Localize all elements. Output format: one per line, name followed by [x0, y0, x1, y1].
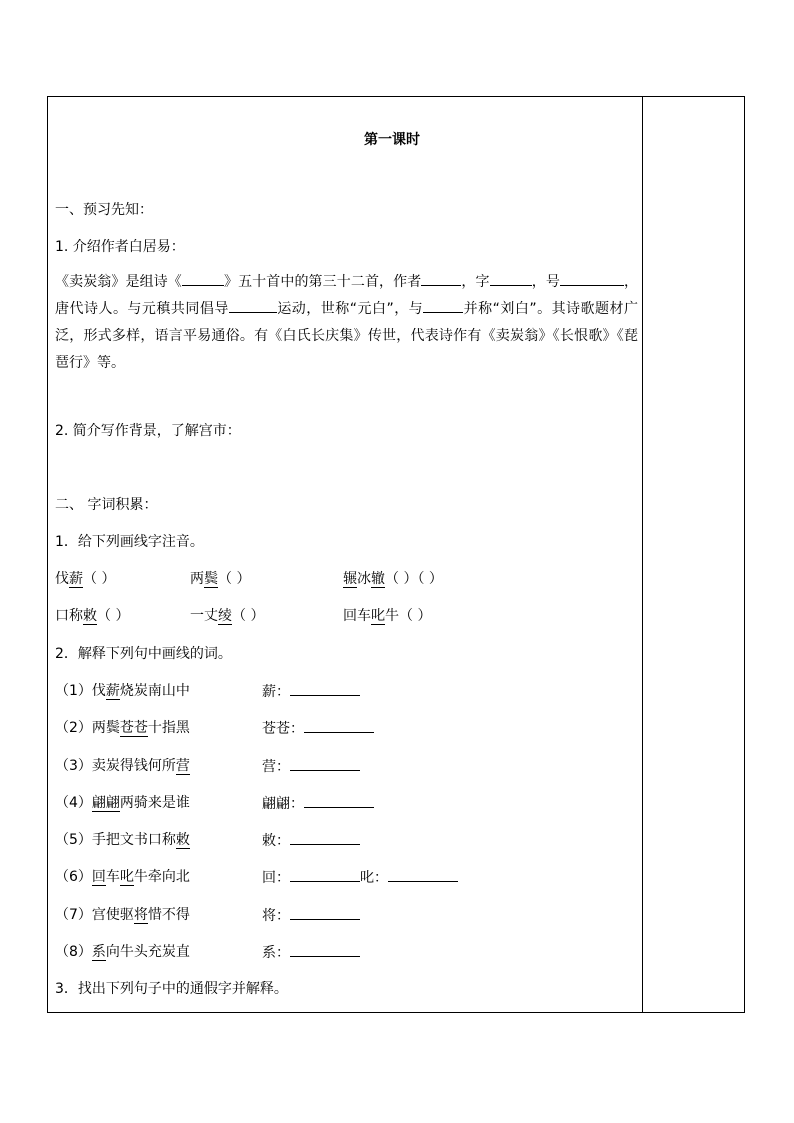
answer-blank[interactable] — [290, 682, 360, 696]
author-bio-paragraph: 《卖炭翁》是组诗《 》五十首中的第三十二首，作者 ，字 ，号 ，唐代诗人。与元稹共同倡导 运动，世称“元白”，与 并称“刘白”。其诗歌题材广泛，形式多样，语言平易通俗。有《白氏长庆集》传世，代表诗作有《卖炭翁》《长恨歌》《琵琶行》等。 — [55, 274, 639, 371]
explain-answer: 敕： — [262, 831, 360, 850]
blank-pen-name[interactable] — [560, 272, 624, 286]
answer-blank[interactable] — [304, 719, 374, 733]
section2-heading: 二、 字词积累： — [55, 497, 158, 513]
answer-blank[interactable] — [388, 868, 458, 882]
answer-blank[interactable] — [304, 794, 374, 808]
pinyin-item: 回车叱牛（ ） — [343, 608, 432, 624]
blank-partner[interactable] — [423, 299, 463, 313]
explain-answer: 营： — [262, 757, 360, 776]
explain-question-label: 2．解释下列句中画线的词。 — [55, 646, 232, 662]
answer-blank[interactable] — [290, 757, 360, 771]
answer-blank[interactable] — [290, 868, 360, 882]
explain-sentence: （2）两鬓苍苍十指黑 — [55, 720, 190, 736]
notes-column-divider — [642, 96, 643, 1013]
explain-sentence: （5）手把文书口称敕 — [55, 832, 190, 848]
pinyin-item: 口称敕（ ） — [55, 608, 130, 624]
blank-author[interactable] — [421, 272, 461, 286]
answer-blank[interactable] — [290, 943, 360, 957]
explain-answer: 苍苍： — [262, 719, 374, 738]
explain-sentence: （1）伐薪烧炭南山中 — [55, 683, 190, 699]
pinyin-item: 辗冰辙（ ）（ ） — [343, 571, 443, 587]
blank-style-name[interactable] — [490, 272, 532, 286]
blank-poem-series[interactable] — [182, 272, 224, 286]
pinyin-question-label: 1．给下列画线字注音。 — [55, 534, 204, 550]
answer-blank[interactable] — [290, 831, 360, 845]
tongjia-question-label: 3．找出下列句子中的通假字并解释。 — [55, 981, 288, 997]
blank-movement[interactable] — [229, 299, 277, 313]
background-question-label: 2. 简介写作背景，了解宫市： — [55, 423, 241, 439]
pinyin-item: 伐薪（ ） — [55, 571, 116, 587]
explain-answer: 回： 叱： — [262, 868, 458, 887]
explain-sentence: （3）卖炭得钱何所营 — [55, 758, 190, 774]
page-title: 第一课时 — [364, 132, 420, 148]
explain-sentence: （6）回车叱牛牵向北 — [55, 869, 190, 885]
pinyin-item: 两鬓（ ） — [190, 571, 251, 587]
explain-sentence: （8）系向牛头充炭直 — [55, 944, 190, 960]
explain-answer: 将： — [262, 906, 360, 925]
explain-sentence: （4）翩翩两骑来是谁 — [55, 795, 190, 811]
explain-answer: 薪： — [262, 682, 360, 701]
section1-heading: 一、预习先知： — [55, 202, 153, 218]
author-question-label: 1. 介绍作者白居易： — [55, 239, 185, 255]
pinyin-item: 一丈绫（ ） — [190, 608, 265, 624]
answer-blank[interactable] — [290, 906, 360, 920]
explain-sentence: （7）宫使驱将惜不得 — [55, 907, 190, 923]
explain-answer: 翩翩： — [262, 794, 374, 813]
explain-answer: 系： — [262, 943, 360, 962]
